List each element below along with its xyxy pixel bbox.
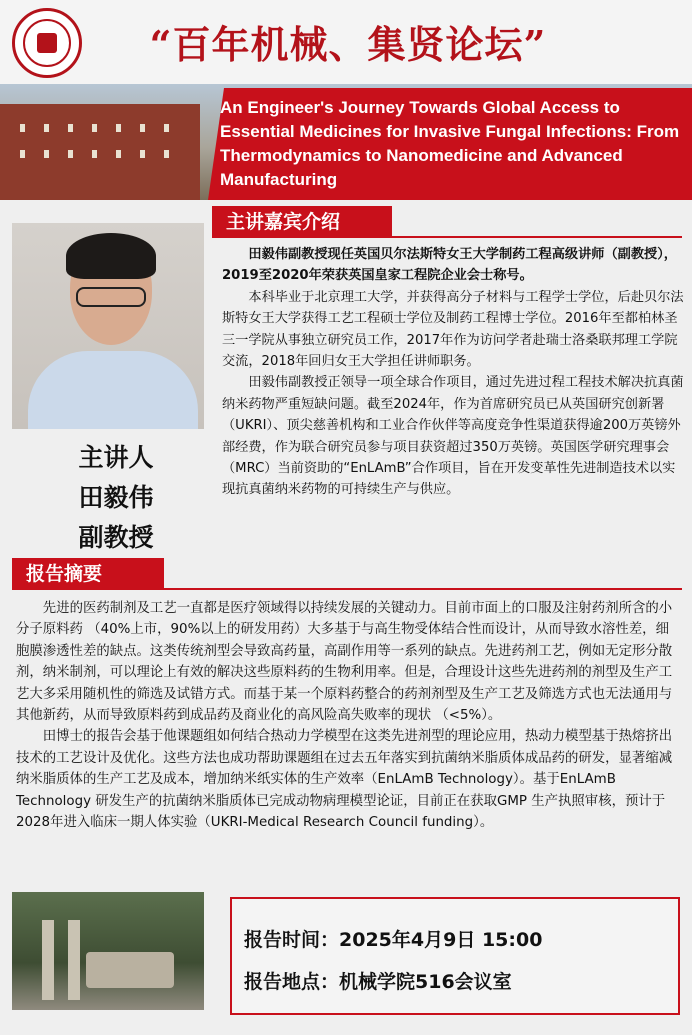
bio-paragraph: 田毅伟副教授正领导一项全球合作项目，通过先进过程工程技术解决抗真菌纳米药物严重短缺问题。截至2024年，作为首席研究员已从英国研究创新署（UKRI）、顶尖慈善机构和工业合作伙伴等高度竞争性渠道获得逾200万英镑外部经费，作为联合研究员参与项目获资超过350万英镑。英国医学研究理事会（MRC）当前资助的“EnLAmB”合作项目，旨在开发变革性先进制造技术以实现抗真菌纳米药物的可持续生产与供应。 [222, 375, 684, 498]
seal-inner-ring [23, 19, 71, 67]
building-window [20, 124, 25, 132]
event-time-row [244, 925, 542, 952]
speaker-role: 主讲人 [78, 443, 154, 472]
portrait-shirt [28, 351, 198, 429]
building-window [44, 150, 49, 158]
building-window [20, 150, 25, 158]
speaker-portrait [12, 223, 204, 429]
stone-pillar [68, 920, 80, 1000]
event-place-value: 机械学院516会议室 [339, 971, 512, 993]
bio-paragraph: 田毅伟副教授现任英国贝尔法斯特女王大学制药工程高级讲师（副教授），2019至2020年荣获英国皇家工程院企业会士称号。 [222, 247, 677, 284]
speaker-section-underline [212, 236, 682, 238]
building-window [92, 150, 97, 158]
seal-emblem-icon [37, 33, 57, 53]
event-time-label: 报告时间： [244, 929, 340, 951]
abstract-section-underline [12, 588, 682, 590]
university-seal-logo [12, 8, 82, 78]
portrait-glasses [76, 287, 146, 307]
brick-building [0, 104, 200, 200]
speaker-name: 田毅伟 [78, 483, 154, 512]
portrait-hair [66, 233, 156, 279]
forum-title: “百年机械、集贤论坛” [149, 22, 547, 67]
campus-stone-photo [12, 892, 204, 1010]
event-info-box [230, 897, 680, 1015]
abstract-paragraph: 先进的医药制剂及工艺一直都是医疗领域得以持续发展的关键动力。目前市面上的口服及注射药剂所含的小分子原料药 （40%上市，90%以上的研发用药）大多基于与高生物受体结合性而设计，从而导致水溶性差，细胞膜渗透性差的缺点。这类传统剂型会导致高药量，高副作用等一系列的缺点。先进药剂工艺，例如无定形分散剂，纳米制剂，可以理论上有效的解决这些原料药的生物利用率。但是，合理设计这些先进药剂的剂型及生产工艺大多采用随机性的筛选及试错方式。而基于某一个原料药整合的药剂剂型及生产工艺及筛选方式也无法通用与其他新药，从而导致原料药到成品药及商业化的高风险高失败率的现状 （<5%）。 [16, 601, 673, 724]
building-window [92, 124, 97, 132]
building-window [68, 124, 73, 132]
engraved-stone [86, 952, 174, 988]
abstract-text [16, 598, 680, 833]
building-window [116, 150, 121, 158]
building-window [116, 124, 121, 132]
english-talk-title: An Engineer's Journey Towards Global Access to Essential Medicines for Invasive Fungal Infections: From Thermodynamics to Nanomedicine and Advanced Manufacturing [220, 98, 680, 189]
abstract-section-heading: 报告摘要 [12, 558, 164, 590]
building-window [140, 150, 145, 158]
speaker-title: 副教授 [78, 523, 154, 552]
speaker-section-heading: 主讲嘉宾介绍 [212, 206, 392, 238]
stone-pillar [42, 920, 54, 1000]
speaker-bio [222, 244, 684, 501]
event-place-row [244, 967, 512, 994]
event-time-value: 2025年4月9日 15:00 [339, 929, 543, 951]
building-window [140, 124, 145, 132]
abstract-paragraph: 田博士的报告会基于他课题组如何结合热动力学模型在这类先进剂型的理论应用，热动力模型基于热熔挤出技术的工艺设计及优化。这些方法也成功帮助课题组在过去五年落实到抗菌纳米脂质体成品药的研发，显著缩减纳米脂质体的生产工艺及成本，增加纳米纸实体的生产效率（EnLAmB Technology）。基于EnLAmB Technology 研发生产的抗菌纳米脂质体已完成动物病理模型论证，目前正在获取GMP 生产执照审核，预计于2028年进入临床一期人体实验（UKRI-Medical Research Council funding）。 [16, 729, 673, 831]
building-window [164, 150, 169, 158]
building-window [44, 124, 49, 132]
event-place-label: 报告地点： [244, 971, 340, 993]
header-band [0, 0, 692, 84]
building-window [68, 150, 73, 158]
building-window [164, 124, 169, 132]
bio-paragraph: 本科毕业于北京理工大学，并获得高分子材料与工程学士学位，后赴贝尔法斯特女王大学获得工艺工程硕士学位及制药工程博士学位。2016年至都柏林圣三一学院从事独立研究员工作，2017年作为访问学者赴瑞士洛桑联邦理工学院交流，2018年回归女王大学担任讲师职务。 [222, 289, 684, 370]
